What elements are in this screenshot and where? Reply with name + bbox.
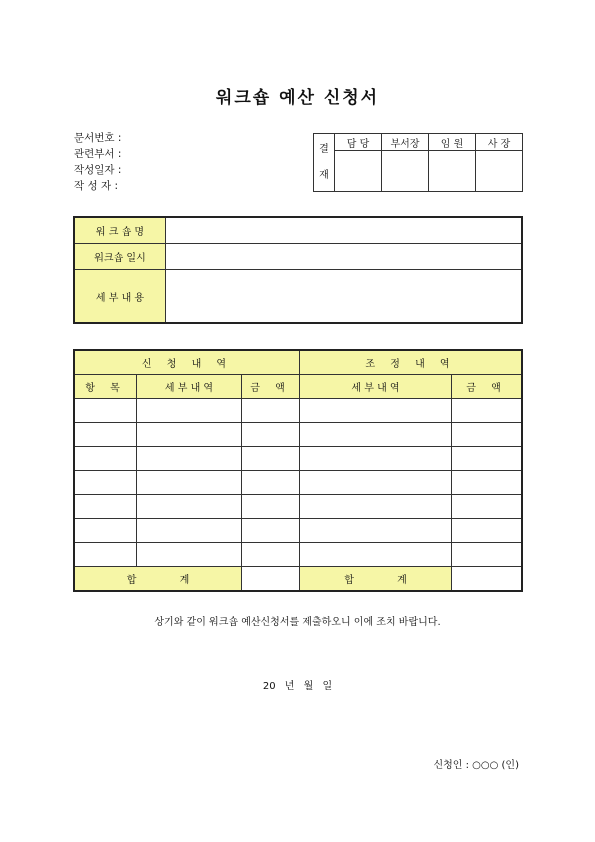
adjust-amount-cell[interactable] <box>452 447 523 471</box>
request-total-value[interactable] <box>242 567 300 592</box>
doc-number-label: 문서번호 : <box>74 132 122 144</box>
detail-cell[interactable] <box>137 543 242 567</box>
adjust-detail-cell[interactable] <box>300 519 452 543</box>
adjust-detail-cell[interactable] <box>300 447 452 471</box>
adjust-amount-cell[interactable] <box>452 423 523 447</box>
related-dept-label: 관련부서 : <box>74 148 122 160</box>
amount-cell[interactable] <box>242 495 300 519</box>
workshop-date-label: 워크숍 일시 <box>74 244 166 270</box>
approval-header-dept-head: 부서장 <box>382 134 429 151</box>
approval-header-president: 사 장 <box>476 134 523 151</box>
approval-sign-executive[interactable] <box>429 151 476 192</box>
budget-table <box>73 349 523 592</box>
table-row <box>74 495 522 519</box>
workshop-info-table <box>73 216 523 324</box>
item-cell[interactable] <box>74 495 137 519</box>
amount-cell[interactable] <box>242 423 300 447</box>
adjust-amount-cell[interactable] <box>452 471 523 495</box>
table-row <box>74 423 522 447</box>
workshop-name-field[interactable] <box>166 217 523 244</box>
adjust-section-header: 조 정 내 역 <box>300 350 523 375</box>
col-header-adjust-detail: 세 부 내 역 <box>300 375 452 399</box>
amount-cell[interactable] <box>242 447 300 471</box>
document-title: 워크숍 예산 신청서 <box>215 88 380 108</box>
adjust-amount-cell[interactable] <box>452 495 523 519</box>
request-section-header: 신 청 내 역 <box>74 350 300 375</box>
approval-sign-president[interactable] <box>476 151 523 192</box>
table-row <box>74 519 522 543</box>
item-cell[interactable] <box>74 519 137 543</box>
workshop-name-label: 워 크 숍 명 <box>74 217 166 244</box>
approval-box <box>313 133 523 192</box>
amount-cell[interactable] <box>242 519 300 543</box>
col-header-detail: 세 부 내 역 <box>137 375 242 399</box>
adjust-total-label: 합 계 <box>300 567 452 592</box>
detail-cell[interactable] <box>137 471 242 495</box>
adjust-detail-cell[interactable] <box>300 495 452 519</box>
item-cell[interactable] <box>74 399 137 423</box>
col-header-adjust-amount: 금 액 <box>452 375 523 399</box>
adjust-detail-cell[interactable] <box>300 399 452 423</box>
adjust-amount-cell[interactable] <box>452 399 523 423</box>
table-row <box>74 447 522 471</box>
item-cell[interactable] <box>74 423 137 447</box>
amount-cell[interactable] <box>242 399 300 423</box>
detail-cell[interactable] <box>137 447 242 471</box>
item-cell[interactable] <box>74 543 137 567</box>
approval-header-executive: 임 원 <box>429 134 476 151</box>
detail-cell[interactable] <box>137 423 242 447</box>
detail-cell[interactable] <box>137 519 242 543</box>
submission-date: 20 년 월 일 <box>262 681 333 692</box>
approval-side-top: 결 <box>319 143 329 155</box>
col-header-item: 항 목 <box>74 375 137 399</box>
approval-side-label <box>314 134 335 192</box>
detail-cell[interactable] <box>137 399 242 423</box>
amount-cell[interactable] <box>242 543 300 567</box>
author-label: 작 성 자 : <box>74 180 118 192</box>
workshop-detail-label: 세 부 내 용 <box>74 270 166 324</box>
created-date-label: 작성일자 : <box>74 164 122 176</box>
adjust-amount-cell[interactable] <box>452 543 523 567</box>
adjust-detail-cell[interactable] <box>300 471 452 495</box>
workshop-detail-field[interactable] <box>166 270 523 324</box>
adjust-total-value[interactable] <box>452 567 523 592</box>
detail-cell[interactable] <box>137 495 242 519</box>
submission-note: 상기와 같이 워크숍 예산신청서를 제출하오니 이에 조치 바랍니다. <box>154 617 441 628</box>
approval-header-staff: 담 당 <box>335 134 382 151</box>
adjust-amount-cell[interactable] <box>452 519 523 543</box>
item-cell[interactable] <box>74 447 137 471</box>
approval-sign-staff[interactable] <box>335 151 382 192</box>
workshop-date-field[interactable] <box>166 244 523 270</box>
item-cell[interactable] <box>74 471 137 495</box>
document-meta <box>74 130 121 194</box>
approval-side-bottom: 재 <box>319 169 329 181</box>
adjust-detail-cell[interactable] <box>300 543 452 567</box>
table-row <box>74 471 522 495</box>
adjust-detail-cell[interactable] <box>300 423 452 447</box>
applicant-signature: 신청인 : ○○○ (인) <box>433 760 519 771</box>
table-row <box>74 543 522 567</box>
approval-sign-dept-head[interactable] <box>382 151 429 192</box>
table-row <box>74 399 522 423</box>
request-total-label: 합 계 <box>74 567 242 592</box>
col-header-amount: 금 액 <box>242 375 300 399</box>
amount-cell[interactable] <box>242 471 300 495</box>
